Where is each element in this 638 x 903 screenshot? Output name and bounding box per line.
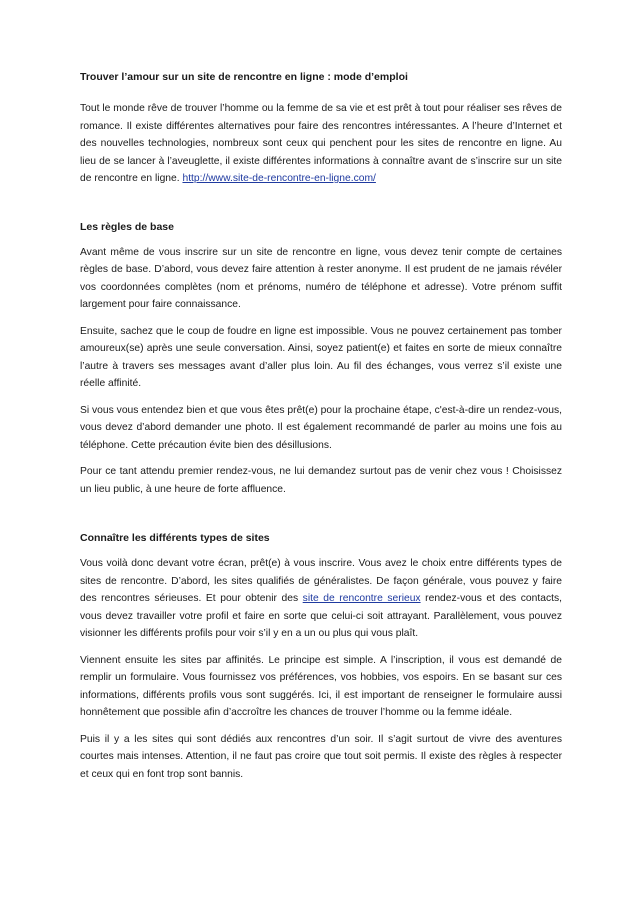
site-url-link[interactable]: http://www.site-de-rencontre-en-ligne.com/: [182, 173, 376, 184]
types-paragraph-1-start: Vous voilà donc devant votre écran, prêt(e) à vous inscrire. Vous avez le choix entre différents types de sites de rencontre. D’abord, les sites qualifiés de généralistes. De façon générale, vous pouvez y faire des rencontres sérieuses. Et pour obtenir des: [80, 558, 562, 604]
types-paragraph-2: Viennent ensuite les sites par affinités. Le principe est simple. A l’inscription, il vous est demandé de remplir un formulaire. Vous fournissez vos préférences, vos hobbies, vos espoirs. En se basant sur ces informations, différents profils vous sont suggérés. Ici, il est important de renseigner le formulaire aussi honnêtement que possible afin d’accroître les chances de trouver l’homme ou la femme idéale.: [80, 654, 562, 718]
types-paragraph-1: [80, 555, 562, 643]
rules-paragraph-4: Pour ce tant attendu premier rendez-vous, ne lui demandez surtout pas de venir chez vous ! Choisissez un lieu public, à une heure de forte affluence.: [80, 466, 562, 495]
document-body: [80, 70, 562, 792]
section-heading-rules: Les règles de base: [80, 220, 174, 233]
intro-text: Tout le monde rêve de trouver l’homme ou la femme de sa vie et est prêt à tout pour réaliser ses rêves de romance. Il existe différentes alternatives pour faire des rencontres intéressantes. A l’heure d’Internet et des nouvelles technologies, nombreux sont ceux qui penchent pour les sites de rencontre en ligne. Au lieu de se lancer à l’aveuglette, il existe différentes informations à connaître avant de s’inscrire sur un site de rencontre en ligne.: [80, 103, 562, 184]
rules-paragraph-3: Si vous vous entendez bien et que vous êtes prêt(e) pour la prochaine étape, c'est-à-dire un rendez-vous, vous devez d’abord demander une photo. Il est également recommandé de parler au moins une fois au téléphone. Cette précaution évite bien des désillusions.: [80, 404, 562, 451]
document-title: Trouver l’amour sur un site de rencontre en ligne : mode d’emploi: [80, 71, 408, 83]
types-paragraph-1-end: rendez-vous et des contacts, vous devez travailler votre profil et faire en sorte que celui-ci soit attrayant. Parallèlement, vous pouvez visionner les différents profils pour voir s’il y en a un ou plus qui vous plaît.: [80, 593, 562, 639]
section-heading-site-types: Connaître les différents types de sites: [80, 532, 270, 544]
intro-paragraph: [80, 100, 562, 188]
serious-dating-site-link[interactable]: site de rencontre serieux: [302, 593, 421, 604]
rules-paragraph-2: Ensuite, sachez que le coup de foudre en ligne est impossible. Vous ne pouvez certainement pas tomber amoureux(se) après une seule conversation. Ainsi, soyez patient(e) et faites en sorte de mieux connaître l’autre à travers ses messages avant d’aller plus loin. Au fil des échanges, vous verrez s’il existe une réelle affinité.: [80, 325, 562, 389]
rules-paragraph-1: Avant même de vous inscrire sur un site de rencontre en ligne, vous devez tenir compte de certaines règles de base. D’abord, vous devez faire attention à rester anonyme. Il est prudent de ne jamais révéler vos coordonnées complètes (nom et prénoms, numéro de téléphone et adresse). Votre prénom suffit largement pour faire connaissance.: [80, 246, 562, 310]
types-paragraph-3: Puis il y a les sites qui sont dédiés aux rencontres d’un soir. Il s’agit surtout de vivre des aventures courtes mais intenses. Attention, il ne faut pas croire que tout soit permis. Il existe des règles à respecter et ceux qui en font trop sont bannis.: [80, 733, 562, 780]
